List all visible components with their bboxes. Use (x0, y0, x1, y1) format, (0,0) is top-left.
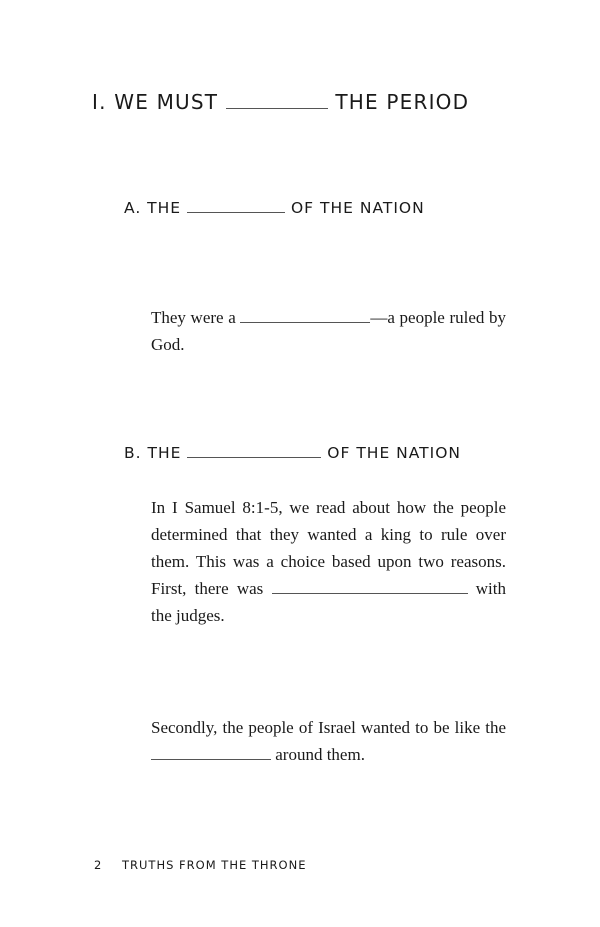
paragraph-text: In I Samuel 8:1-5, we read about how the people determined that they wanted a king to rule over them. This was a choice based upon two reasons. First, there was (151, 498, 506, 598)
fill-in-blank (226, 108, 328, 109)
subheading-prefix: B. THE (124, 444, 182, 462)
subheading-a (124, 199, 425, 217)
heading-prefix: I. WE MUST (92, 90, 219, 114)
heading-suffix: THE PERIOD (335, 90, 470, 114)
subheading-suffix: OF THE NATION (290, 199, 425, 217)
paragraph-text: They were a (151, 308, 236, 327)
paragraph-text: —a people ruled by God. (151, 308, 506, 354)
paragraph-text: around them. (275, 745, 365, 764)
paragraph-text: Secondly, the people of Israel wanted to be like the (151, 718, 506, 737)
page-number: 2 (94, 858, 103, 872)
subheading-b (124, 444, 461, 462)
fill-in-blank (187, 457, 321, 458)
paragraph-b2 (151, 714, 506, 768)
paragraph-a (151, 304, 506, 358)
subheading-prefix: A. THE (124, 199, 182, 217)
fill-in-blank (240, 322, 370, 323)
paragraph-b1 (151, 494, 506, 629)
heading-we-must (92, 90, 469, 114)
fill-in-blank (151, 759, 271, 760)
paragraph-text: with the judges. (151, 579, 507, 625)
fill-in-blank (187, 212, 285, 213)
subheading-suffix: OF THE NATION (327, 444, 461, 462)
page-footer (94, 858, 306, 872)
book-title: TRUTHS FROM THE THRONE (122, 858, 307, 872)
fill-in-blank (272, 593, 468, 594)
